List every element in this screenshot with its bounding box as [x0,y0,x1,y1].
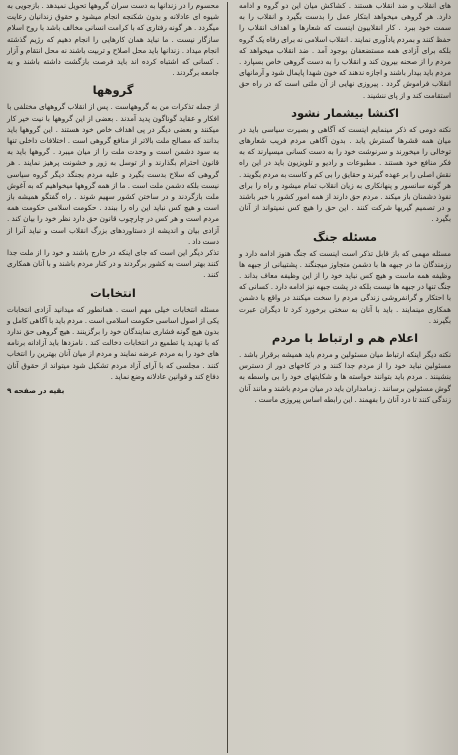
article-paragraph: نکته دومی که ذکر مینمایم اینست که آگاهی و بصیرت سیاسی باید در میان همه قشرها گسترش یابد . بدون آگاهی مردم فریب شعارهای توخالی را میخورند و سرنوشت خود را به دست کسانی میسپارند که به فکر منافع خود هستند . مطبوعات و رادیو و تلویزیون باید در این راه نقش اصلی را بر عهده گیرند و حقایق را بی کم و کاست به مردم بگویند . هر گونه سانسور و پنهانکاری به زیان انقلاب تمام میشود و راه را برای نفوذ دشمنان باز میکند . مردم حق دارند از همه امور کشور با خبر باشند و در تصمیم گیریها شرکت کنند . این حق را هیچ کس نمیتواند از آنان بگیرد . [239,124,451,224]
section-heading: اکنشا بیشمار نشود [291,105,399,120]
section-heading: اعلام هم و ارتباط با مردم [271,331,419,346]
section-heading: گروهها [92,83,134,98]
section-heading: مسئله جنگ [313,229,377,244]
column-divider [227,2,228,753]
left-column [4,0,222,755]
continued-on-page-note: بقیه در صفحه ۹ [7,386,65,396]
article-paragraph: از جمله تذکرات من به گروههاست . پس از انقلاب گروههای مختلفی با افکار و عقاید گوناگون پدید آمدند . بعضی از این گروهها با نیت خیر کار میکنند و بعضی دیگر در پی اهداف خاص خود هستند . این گروهها باید بدانند که مصالح ملت بالاتر از منافع گروهی است . اختلافات داخلی تنها به سود دشمن است و وحدت ملت را از میان میبرد . گروهها باید به قانون احترام بگذارند و از توسل به زور و خشونت پرهیز نمایند . هر گروهی که سلاح بدست بگیرد و علیه مردم بجنگد دیگر گروه سیاسی نیست بلکه دشمن ملت است . ما از همه گروهها میخواهیم که به آغوش ملت بازگردند و در ساختن کشور سهیم شوند . راه گفتگو همیشه باز است و هیچ کس نباید این راه را ببندد . حکومت اسلامی حکومت همه مردم است و هر کس در چارچوب قانون حق دارد نظر خود را بیان کند . آزادی بیان و اندیشه از دستاوردهای بزرگ انقلاب است و نباید آنرا از دست داد . [7,102,219,246]
article-paragraph: مسئله مهمی که باز قابل تذکر است اینست که جنگ هنوز ادامه دارد و رزمندگان ما در جبهه ها با دشمن متجاوز میجنگند . پشتیبانی از جبهه ها وظیفه همه ماست و هیچ کس نباید خود را از این وظیفه معاف بداند . جنگ تنها در جبهه ها نیست بلکه در پشت جبهه نیز ادامه دارد . کسانی که با احتکار و گرانفروشی زندگی مردم را سخت میکنند در واقع با دشمن همکاری مینمایند . باید با آنان به سختی برخورد کرد تا دیگران عبرت بگیرند . [239,248,451,325]
article-paragraph: های انقلاب و ضد انقلاب هستند . کشاکش میان این دو گروه و ادامه دارد. هر گروهی میخواهد ابتکار عمل را بدست بگیرد و انقلاب را به سمت خود ببرد . کار انقلابیون اینست که شعارها و اهداف انقلاب را حفظ کنند و بمردم یادآوری نمایند . انقلاب اسلامی نه برای رفاه یک گروه بلکه برای آزادی همه مستضعفان بوجود آمد . ضد انقلاب میخواهد که مردم را از صحنه بیرون کند و انقلاب را به دست گروهی خاص بسپارد . مردم باید بیدار باشند و اجازه ندهند که خون شهدا پایمال شود و آرمانهای انقلاب فراموش گردد . پیروزی نهایی از آن ملتی است که در راه حق استقامت کند و از پای ننشیند . [239,1,451,100]
article-paragraph: محسوم را در زندانها به دست سران گروهها تحویل نمیدهد . بازجویی به شیوه ای عادلانه و بدون شکنجه انجام میشود و حقوق زندانیان رعایت میگردد . هر گونه رفتاری که با کرامت انسانی مخالف باشد با روح اسلام سازگار نیست . ما نباید همان کارهایی را انجام دهیم که رژیم گذشته انجام میداد . زندانها باید محل اصلاح و تربیت باشند نه محل انتقام و آزار . کسانی که اشتباه کرده اند باید فرصت بازگشت داشته باشند و به جامعه برگردند . [7,1,219,78]
article-paragraph: مسئله انتخابات خیلی مهم است . همانطور که میدانید آزادی انتخابات یکی از اصول اساسی حکومت اسلامی است . مردم باید با آگاهی کامل و بدون هیچ گونه فشاری نمایندگان خود را برگزینند . هیچ گروهی حق ندارد که با تهدید یا تطمیع در انتخابات دخالت کند . نامزدها باید آزادانه برنامه های خود را به مردم عرضه نمایند و مردم از میان آنان بهترین را انتخاب کنند . مجلسی که با آرای آزاد مردم تشکیل شود میتواند از حقوق آنان دفاع کند و قوانین عادلانه وضع نماید . [7,304,219,381]
article-paragraph: تذکر دیگر این است که جای اینکه در خارج باشند و خود را از ملت جدا کنند بهتر است به کشور برگردند و در کنار مردم باشند و با آنان همکاری کنند . [7,248,219,280]
section-heading: انتخابات [90,285,136,300]
right-column [236,0,454,755]
article-paragraph: نکته دیگر اینکه ارتباط میان مسئولین و مردم باید همیشه برقرار باشد . مسئولین نباید خود را از مردم جدا کنند و در کاخهای دور از دسترس بنشینند . مردم باید بتوانند خواسته ها و شکایتهای خود را بی واسطه به گوش مسئولین برسانند . زمامداران باید در میان مردم باشند و مانند آنان زندگی کنند تا درد آنان را بفهمند . این رابطه اساس پیروزی ماست . [239,350,451,404]
